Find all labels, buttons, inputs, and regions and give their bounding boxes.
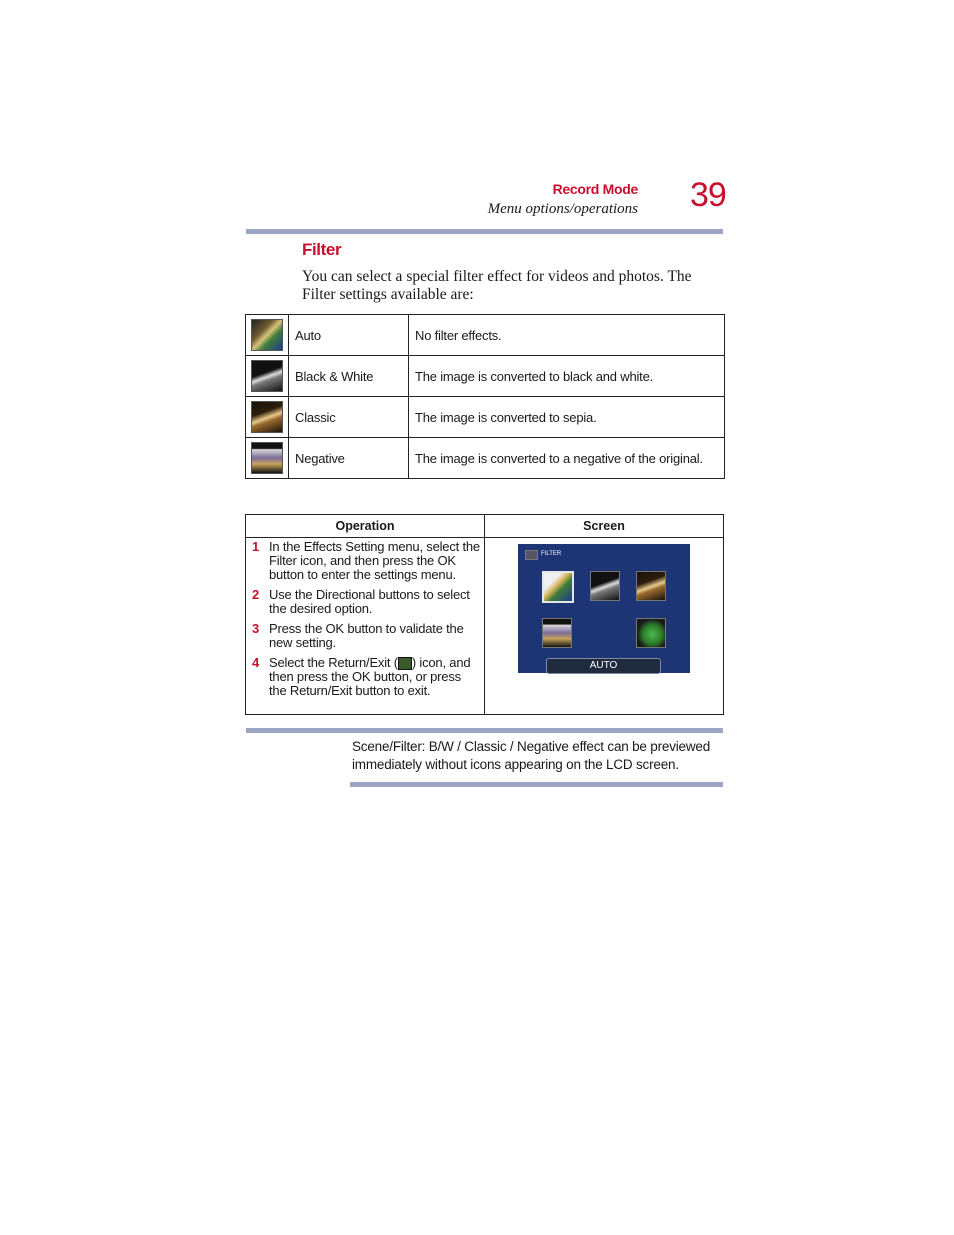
page-number: 39: [690, 176, 726, 214]
step-item: [252, 588, 480, 616]
filter-name: Black & White: [289, 356, 409, 397]
section-title: Filter: [302, 240, 342, 259]
auto-filter-icon: [251, 319, 283, 351]
step-item: [252, 656, 480, 698]
intro-paragraph: You can select a special filter effect for videos and photos. The Filter settings available are:: [302, 268, 692, 303]
header-rule: [246, 229, 723, 234]
table-row: [246, 438, 725, 479]
filter-name: Classic: [289, 397, 409, 438]
filter-description: The image is converted to a negative of the original.: [409, 438, 725, 479]
table-row: [246, 315, 725, 356]
screen-header: Screen: [485, 515, 724, 538]
step-item: [252, 540, 480, 582]
step-number: 1: [252, 539, 260, 554]
step-item: [252, 622, 480, 650]
table-row: [246, 397, 725, 438]
header-section-title: Record Mode: [552, 181, 638, 197]
screen-title: FILTER: [541, 551, 562, 557]
note-bottom-rule: [350, 782, 723, 787]
classic-filter-icon: [251, 401, 283, 433]
lcd-screen-preview: [518, 544, 690, 673]
negative-filter-icon[interactable]: [542, 618, 572, 648]
return-exit-icon[interactable]: [636, 618, 666, 648]
step-text: Select the Return/Exit ( ) icon, and then press the OK button, or press the Return/Exit button to exit.: [269, 655, 471, 699]
filter-description: The image is converted to black and white.: [409, 356, 725, 397]
selected-option-label: AUTO: [546, 658, 661, 674]
operation-steps: [246, 538, 484, 714]
step-number: 2: [252, 587, 260, 602]
negative-filter-icon: [251, 442, 283, 474]
step-text: Use the Directional buttons to select the desired option.: [269, 587, 470, 616]
operation-table: [245, 514, 724, 715]
step-text: In the Effects Setting menu, select the Filter icon, and then press the OK button to enter the settings menu.: [269, 539, 480, 582]
filter-description: The image is converted to sepia.: [409, 397, 725, 438]
step-text: Press the OK button to validate the new setting.: [269, 621, 464, 650]
auto-filter-icon[interactable]: [542, 571, 574, 603]
filter-description: No filter effects.: [409, 315, 725, 356]
filter-menu-icon: [525, 550, 538, 560]
filter-settings-table: [245, 314, 725, 479]
step-number: 4: [252, 655, 260, 670]
note-top-rule: [246, 728, 723, 733]
filter-name: Negative: [289, 438, 409, 479]
note-text: Scene/Filter: B/W / Classic / Negative effect can be previewed immediately without icons appearing on the LCD screen.: [352, 739, 711, 772]
operation-header: Operation: [246, 515, 485, 538]
header-subsection-title: Menu options/operations: [487, 201, 638, 217]
filter-name: Auto: [289, 315, 409, 356]
classic-filter-icon[interactable]: [636, 571, 666, 601]
table-row: [246, 356, 725, 397]
black-white-filter-icon[interactable]: [590, 571, 620, 601]
step-number: 3: [252, 621, 260, 636]
black-white-filter-icon: [251, 360, 283, 392]
